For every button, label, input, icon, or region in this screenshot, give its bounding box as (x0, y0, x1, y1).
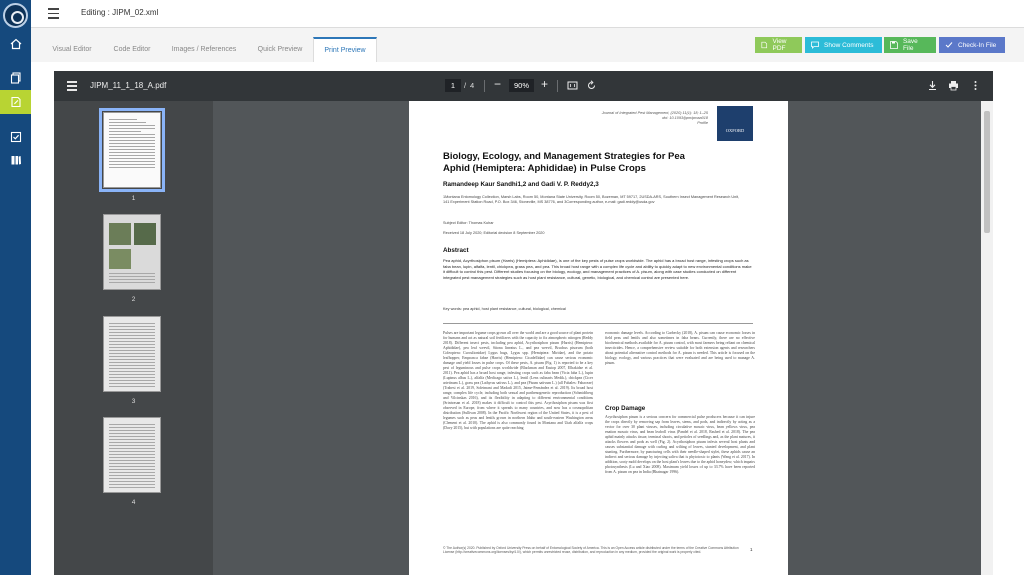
publisher-logo: OXFORD (717, 106, 753, 141)
paper-affiliation: 1Montana Entomology Collection, Marsh Labs, Room 50, Montana State University, Room 50, Bozeman, MT 59717, 2USDA-ARS, Southern Insect Management Research Unit, 141 Experiment Station Road, P.O. Box 346, Stoneville, MS 38776, and 3Corresponding author, e-mail: gadi.reddy@usda.gov (443, 195, 740, 204)
doc-edit-icon[interactable] (0, 90, 31, 114)
toolbar-divider (557, 80, 558, 92)
show-comments-button[interactable] (805, 37, 882, 53)
pdf-icon (761, 41, 768, 49)
print-icon[interactable] (948, 80, 959, 91)
check-in-file-button[interactable] (939, 37, 1005, 53)
received-date: Received 18 July 2020; Editorial decision 8 September 2020 (443, 231, 545, 235)
body-column-right-top: economic damage levels. According to Garbecky (2018), A. pisum can cause economic losses in field peas and lentils and also sometimes in faba beans. Currently, there are no effective biochemical methods available for A. pisum control, with most farmers being reliant on chemical insecticides. Hence, a comprehensive review suitable for both extension agents and researchers about potential alternative control methods for A. pisum is needed. This article is focused on the biology, ecology, and various practices that were evaluated and are being used to manage A. pisum. (605, 331, 755, 365)
more-options-icon[interactable] (970, 80, 981, 91)
doc-edit-icon-glyph (10, 96, 22, 108)
abstract-text: Pea aphid, Acyrthosiphon pisum (Harris) (Hemiptera: Aphididae), is one of the key pests of pulse crops worldwide. The aphid has a broad host range, infesting crops such as faba bean, lupin, alfalfa, lentil, chickpea, grass pea, and pea. This broad host range with a complex life cycle and ability to quickly adapt to new environmental conditions make it difficult to control this pest. Different studies focusing on the biology, ecology, and management practices of A. pisum, along with case studies conducted on different integrated pest management strategies such as host plant resistance, cultural, genetic, biological, and chemical control are presented here. (443, 258, 752, 280)
journal-line: Journal of Integrated Pest Management, (2020) 11(1): 18; 1–25 (601, 111, 708, 115)
journal-section: Profile (697, 121, 708, 125)
check-in-icon (945, 41, 953, 49)
download-icon[interactable] (927, 80, 938, 91)
thumbnail-number: 4 (131, 499, 136, 506)
editing-title: Editing : JIPM_02.xml (81, 8, 159, 17)
thumbnail-sidebar (54, 101, 213, 575)
page-number: 1 (750, 547, 753, 552)
tab-print-preview[interactable]: Print Preview (313, 37, 377, 62)
fit-page-icon[interactable] (567, 80, 578, 91)
tab-quick-preview[interactable]: Quick Preview (257, 45, 303, 53)
tab-visual-editor[interactable]: Visual Editor (52, 45, 92, 53)
tab-images-references[interactable]: Images / References (171, 45, 237, 53)
body-column-left: Pulses are important legume crops grown all over the world and are a good source of plant protein for humans and act as natural soil fertilizers with the capacity to fix atmospheric nitrogen (Reddy 2018). Different insect pests, including pea aphid, Acyrthosiphon pisum (Harris) (Hemiptera: Aphididae), pea leaf weevil, Sitona lineatus L., and pea weevil, Bruchus pisorum (both Coleoptera: Curculionidae) Lygus bugs, Lygus spp. (Hemiptera: Miridae), and the potato leafhopper, Empoasca fabae (Harris) (Hemiptera: Cicadellidae) can cause serious economic damage and yield losses in pulse crops. Of these pests, A. pisum (Fig. 1) is reported to be a key pest of leguminous and pulse crops worldwide (Blackman and Eastop 2007, Elbakidze et al. 2011). Pea aphid has a broad host range, infesting crops such as faba bean (Vicia faba L.), lupin (Lupinus albus L.), alfalfa (Medicago sativa L.), lentil (Lens culinaris Medik.), chickpea (Cicer arietinum L.), grass pea (Lathyrus sativus L.), and pea (Pisum sativum L.) (all Fabales: Fabaceae) (Trabesi et al. 2019, Soleimani and Madadi 2015, Jaime-Fernández et al. 2019). Its broad host range, complex life cycle, including both sexual and parthenogenetic reproduction (Schmidtberg and Vilcinskas 2016), and its flexibility in adapting to different environmental conditions (Srinivasan et al. 2018) makes it difficult to control this pest. Acyrthosiphon pisum was first observed in Europe, from where it spreads to many countries, and now has a cosmopolitan distribution (Sullivan 2008). In the Pacific Northwest region of the United States, it is a pest of legumes such as peas and lentils grown in northern Idaho and south-eastern Washington areas (Clement et al. 2010). The aphid is also commonly found in Montana and Utah alfalfa crops (Davy 2015), but with populations are quite reaching (443, 331, 593, 430)
pdf-page (409, 101, 788, 575)
thumbnail-number: 2 (131, 296, 136, 303)
home-icon-glyph (10, 38, 22, 50)
scrollbar-thumb[interactable] (984, 111, 990, 233)
zoom-out-icon[interactable]: − (494, 77, 502, 91)
pdf-menu-icon[interactable] (67, 81, 77, 91)
checklist-icon[interactable] (0, 125, 31, 149)
page-number-input[interactable]: 1 (445, 79, 461, 92)
zoom-in-icon[interactable]: + (541, 77, 549, 91)
save-file-label: Save File (902, 38, 918, 52)
pdf-viewer (54, 71, 993, 575)
copy-icon[interactable] (0, 66, 31, 90)
top-header (31, 0, 1024, 28)
journal-doi: doi: 10.1093/jipm/pmaa018 (662, 116, 708, 120)
page-separator: / (464, 81, 467, 90)
copyright-footnote: © The Author(s) 2020. Published by Oxford University Press on behalf of Entomological Society of America. This is an Open Access article distributed under the terms of the Creative Commons Attribution License (http://creativecommons.org/licenses/by/4.0/), which permits unrestricted reuse, distribution, and reproduction in any medium, provided the original work is properly cited. (443, 546, 739, 555)
page-thumbnail[interactable] (103, 112, 161, 188)
vertical-scrollbar[interactable] (981, 101, 993, 575)
keywords: Key words: pea aphid, host plant resistance, cultural, biological, chemical (443, 307, 566, 311)
abstract-heading: Abstract (443, 247, 469, 254)
pdf-file-name: JIPM_11_1_18_A.pdf (90, 81, 167, 90)
crop-damage-heading: Crop Damage (605, 405, 646, 412)
app-logo[interactable] (3, 3, 28, 28)
view-pdf-label: View PDF (772, 38, 787, 52)
page-thumbnail[interactable] (103, 214, 161, 290)
subject-editor: Subject Editor: Thomas Kuhar (443, 221, 494, 225)
page-thumbnail[interactable] (103, 316, 161, 392)
pdf-toolbar (54, 71, 993, 101)
zoom-level-input[interactable]: 90% (509, 79, 534, 92)
toolbar-divider (484, 80, 485, 92)
rotate-icon[interactable] (586, 80, 597, 91)
checklist-icon-glyph (10, 131, 22, 143)
comment-icon (811, 41, 819, 49)
menu-icon[interactable] (48, 8, 59, 19)
books-icon-glyph (10, 154, 22, 166)
copy-icon-glyph (10, 72, 22, 84)
thumbnail-number: 1 (131, 195, 136, 202)
page-total: 4 (470, 81, 475, 90)
home-icon[interactable] (0, 32, 31, 56)
journal-citation (584, 111, 708, 126)
check-in-file-label: Check-In File (958, 41, 997, 49)
save-icon (890, 41, 898, 49)
paper-authors: Ramandeep Kaur Sandhi1,2 and Gadi V. P. Reddy2,3 (443, 181, 599, 188)
show-comments-label: Show Comments (824, 41, 874, 49)
app-sidebar (0, 0, 31, 575)
save-file-button[interactable] (884, 37, 936, 53)
body-column-right-bottom: Acyrthosiphon pisum is a serious concern for commercial pulse producers because it can injure the crops directly by removing sap from leaves, stems, and pods, and indirectly by acting as a vector for over 30 plant viruses, including circulative mosaic virus, bean yellows virus, pea enation mosaic virus, and bean leafroll virus (Pandel et al. 2018, Rashed et al. 2018). The pea aphid mainly attacks tissue, terminal shoots, and petioles of seedlings and, as the plant matures, it attacks flowers and pods as well (Fig. 2). Acyrthosiphon pisum infests several host plants and causes substantial damage with curling and wilting of leaves, stunted development, and plant stunting. Furthermore, by puncturing cells with their needle-shaped stylet, these aphids cause an indirect and serious damage by injecting saliva that is phytotoxic to plants (Wang et al. 2017). In addition, sooty mold develops on the host plant's leaves due to the aphid honeydew, which impairs photosynthesis (Lu and Xiao 2008). Maximum yield losses of up to 33.7% have been reported from A. pisum on pea in India (Bhatnagar 1996). (605, 415, 755, 474)
view-pdf-button[interactable] (755, 37, 802, 53)
tab-code-editor[interactable]: Code Editor (113, 45, 151, 53)
section-divider (443, 323, 753, 324)
thumbnail-number: 3 (131, 398, 136, 405)
page-thumbnail[interactable] (103, 417, 161, 493)
books-icon[interactable] (0, 148, 31, 172)
paper-title: Biology, Ecology, and Management Strategies for Pea Aphid (Hemiptera: Aphididae) in Pulse Crops (443, 151, 685, 174)
